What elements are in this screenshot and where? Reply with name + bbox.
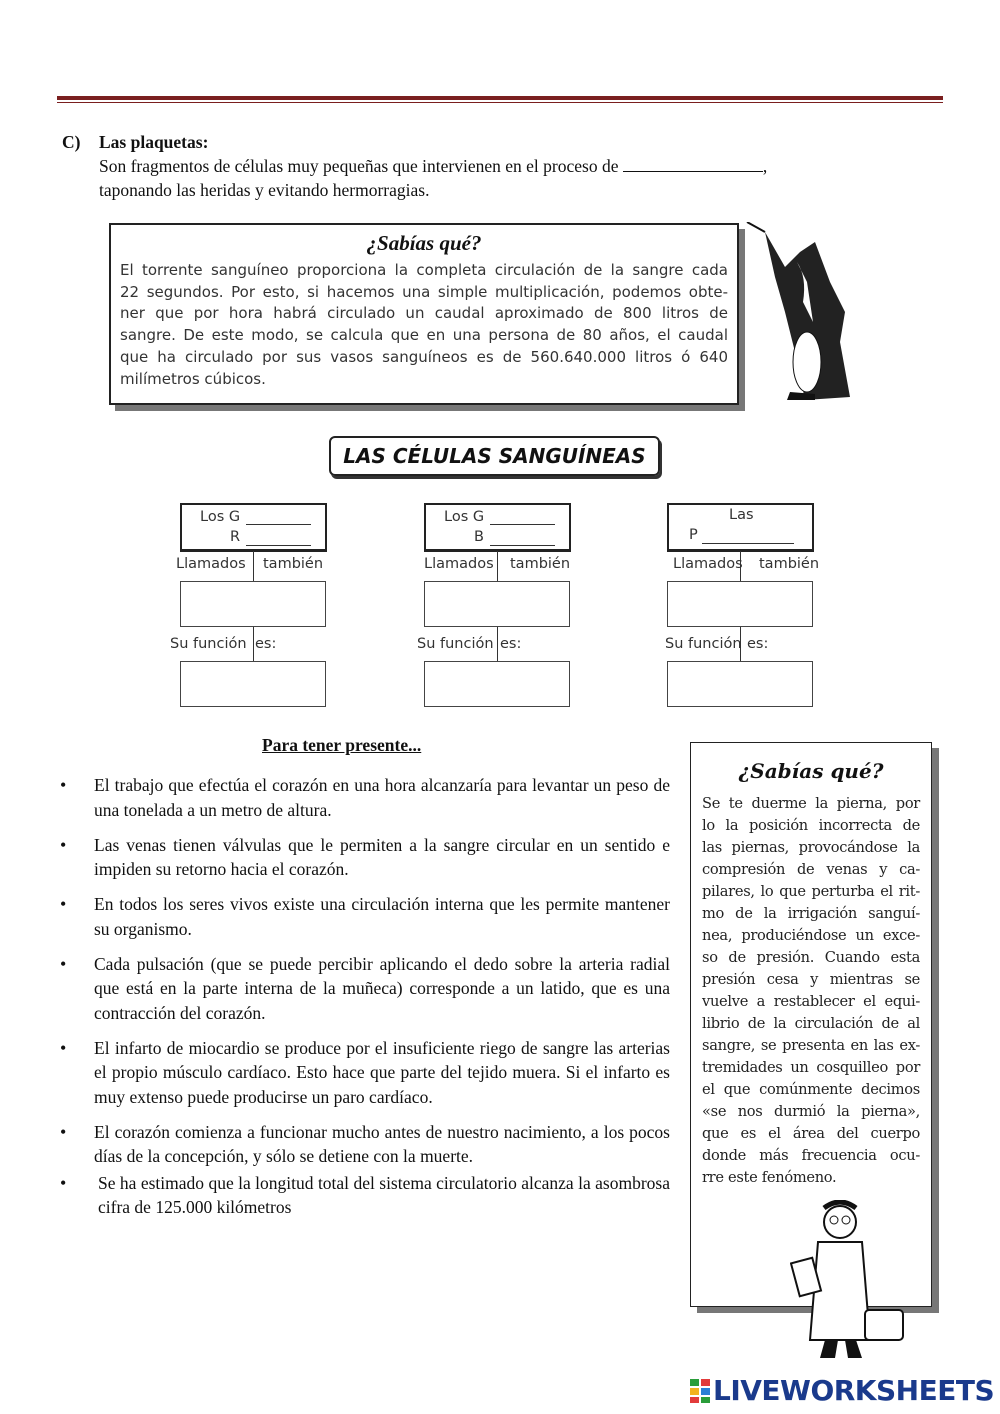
box-line: presión cesa y mientras se bbox=[702, 971, 920, 988]
box-line: las piernas, provocándose la bbox=[702, 839, 920, 856]
remember-title: Para tener presente... bbox=[262, 735, 422, 755]
box-line: so de presión. Cuando esta bbox=[702, 949, 920, 966]
function-answer-box[interactable] bbox=[180, 661, 326, 707]
connector bbox=[253, 551, 254, 581]
remember-list bbox=[60, 773, 670, 1230]
box-line: el que comúnmente decimos bbox=[702, 1081, 920, 1098]
box-line: compresión de venas y ca- bbox=[702, 861, 920, 878]
section-text-line2: taponando las heridas y evitando hermorragias. bbox=[99, 180, 430, 200]
box-title: ¿Sabías qué? bbox=[738, 759, 884, 783]
connector bbox=[497, 627, 498, 661]
box-line: que ha circulado por sus vasos sanguíneos es de 560.640.000 litros ó 640 bbox=[120, 347, 728, 366]
blank-line[interactable] bbox=[246, 524, 311, 525]
cell-column-platelets bbox=[657, 503, 820, 713]
header-rule-thin bbox=[57, 102, 943, 103]
header-rule-thick bbox=[57, 96, 943, 100]
also-label: también bbox=[510, 556, 571, 572]
is-label: es: bbox=[747, 636, 769, 652]
function-answer-box[interactable] bbox=[424, 661, 570, 707]
box-title: ¿Sabías qué? bbox=[366, 231, 482, 255]
is-label: es: bbox=[255, 636, 277, 652]
box-line: milímetros cúbicos. bbox=[120, 369, 266, 388]
section-label: C) bbox=[62, 132, 81, 152]
box-line: ner que por hora habrá circulado un caudal aproximado de 800 litros de bbox=[120, 304, 728, 323]
logo-text: LIVEWORKSHEETS bbox=[713, 1374, 995, 1407]
list-item: • El trabajo que efectúa el corazón en una hora alcanzaría para levantar un peso de una tonelada a un metro de altura. bbox=[60, 773, 670, 822]
blank-line[interactable] bbox=[490, 545, 555, 546]
cell-name-line2: P bbox=[689, 527, 698, 543]
called-label: Llamados bbox=[424, 556, 494, 572]
cell-name-line1: Los G bbox=[200, 509, 241, 525]
box-line: vuelve a restablecer el equi- bbox=[702, 993, 920, 1010]
wizard-illustration bbox=[745, 222, 860, 402]
box-line: librio de la circulación de al bbox=[702, 1015, 920, 1032]
function-label: Su función bbox=[170, 636, 247, 652]
did-you-know-box-1 bbox=[109, 223, 739, 405]
doctor-illustration bbox=[790, 1200, 910, 1360]
list-item: • Se ha estimado que la longitud total del sistema circulatorio alcanza la asombrosa cifra de 125.000 kilómetros bbox=[60, 1171, 670, 1220]
section-text: Son fragmentos de células muy pequeñas que intervienen en el proceso de bbox=[99, 156, 619, 176]
box-line: lo la posición incorrecta de bbox=[702, 817, 920, 834]
list-item: • Cada pulsación (que se puede percibir aplicando el dedo sobre la arteria radial que está en la parte interna de la muñeca) corresponde a un latido, que es una contracción del corazón. bbox=[60, 952, 670, 1026]
box-line: nea, produciéndose un exce- bbox=[702, 927, 920, 944]
cell-name-box bbox=[667, 503, 814, 552]
function-label: Su función bbox=[665, 636, 742, 652]
list-item: • El infarto de miocardio se produce por el insuficiente riego de sangre las arterias el propio músculo cardíaco. Esto hace que parte del tejido muera. Si el infarto es muy extenso puede producirse un paro cardíaco. bbox=[60, 1036, 670, 1110]
box-line: tremidades un cosquilleo por bbox=[702, 1059, 920, 1076]
other-name-answer-box[interactable] bbox=[667, 581, 813, 627]
list-item: • El corazón comienza a funcionar mucho antes de nuestro nacimiento, a los pocos días de la concepción, y sólo se detiene con la muerte. bbox=[60, 1120, 670, 1169]
also-label: también bbox=[263, 556, 324, 572]
box-line: donde más frecuencia ocu- bbox=[702, 1147, 920, 1164]
is-label: es: bbox=[500, 636, 522, 652]
called-label: Llamados bbox=[673, 556, 743, 572]
box-line: mo de la irrigación sanguí- bbox=[702, 905, 920, 922]
box-line: El torrente sanguíneo proporciona la completa circulación de la sangre cada bbox=[120, 261, 728, 279]
logo-icon bbox=[690, 1379, 710, 1403]
also-label: también bbox=[759, 556, 820, 572]
function-label: Su función bbox=[417, 636, 494, 652]
connector bbox=[253, 627, 254, 661]
box-line: «se nos durmió la pierna», bbox=[702, 1103, 920, 1120]
box-line: 22 segundos. Por esto, si hacemos una simple multiplicación, podemos obte- bbox=[120, 282, 728, 301]
box-line: rre este fenómeno. bbox=[702, 1169, 837, 1186]
section-title: Las plaquetas: bbox=[99, 132, 209, 152]
list-item: • En todos los seres vivos existe una circulación interna que les permite mantener su organismo. bbox=[60, 892, 670, 941]
blank-line[interactable] bbox=[246, 545, 311, 546]
cell-name-line2: R bbox=[230, 529, 241, 545]
cell-name-line1: Las bbox=[729, 507, 754, 523]
box-line: Se te duerme la pierna, por bbox=[702, 795, 920, 812]
cell-name-line1: Los G bbox=[444, 509, 485, 525]
cell-name-box bbox=[424, 503, 571, 552]
box-line: pilares, lo que perturba el rit- bbox=[702, 883, 920, 900]
cell-name-box bbox=[180, 503, 327, 552]
box-line: que es el área del cuerpo bbox=[702, 1125, 920, 1142]
other-name-answer-box[interactable] bbox=[424, 581, 570, 627]
blank-line[interactable] bbox=[702, 543, 794, 544]
box-line: sangre. De este modo, se calcula que en una persona de 80 años, el caudal bbox=[120, 326, 728, 345]
blank-line[interactable] bbox=[490, 524, 555, 525]
connector bbox=[497, 551, 498, 581]
cell-column-red bbox=[170, 503, 330, 713]
comma: , bbox=[762, 156, 768, 176]
cell-column-white bbox=[414, 503, 574, 713]
blood-cells-banner: LAS CÉLULAS SANGUÍNEAS bbox=[329, 436, 660, 476]
function-answer-box[interactable] bbox=[667, 661, 813, 707]
other-name-answer-box[interactable] bbox=[180, 581, 326, 627]
box-line: sangre, se presenta en las ex- bbox=[702, 1037, 920, 1054]
called-label: Llamados bbox=[176, 556, 246, 572]
fill-blank[interactable] bbox=[623, 157, 763, 172]
list-item: • Las venas tienen válvulas que le permiten a la sangre circular en un sentido e impiden su retorno hacia el corazón. bbox=[60, 833, 670, 882]
cell-name-line2: B bbox=[474, 529, 484, 545]
liveworksheets-logo bbox=[690, 1374, 994, 1407]
